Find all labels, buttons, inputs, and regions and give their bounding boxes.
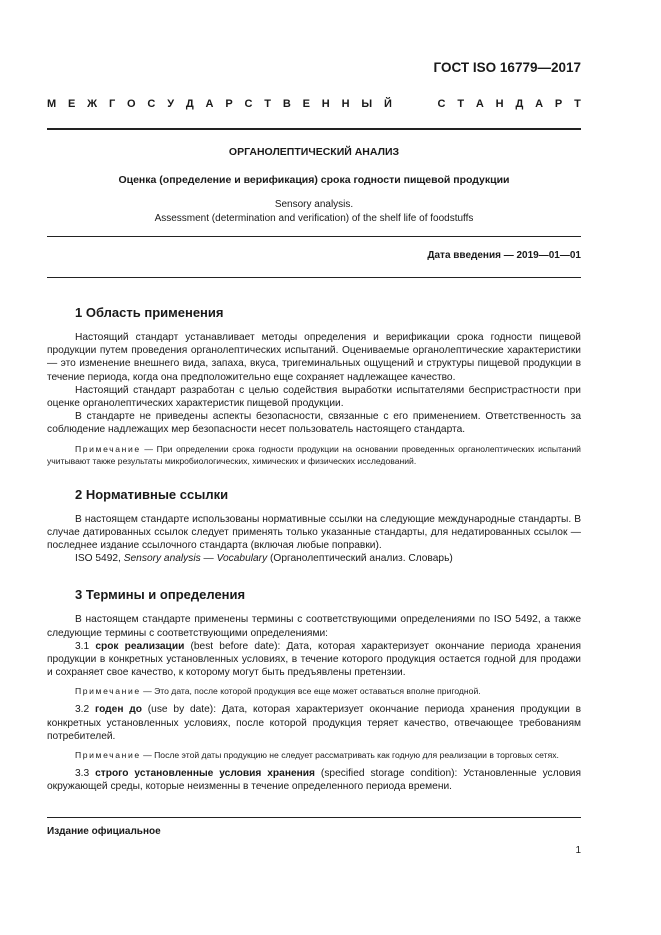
banner-letter: А — [475, 98, 484, 110]
term-definition — [47, 640, 581, 680]
term: годен до — [94, 704, 142, 716]
section-heading: 1 Область применения — [75, 305, 224, 320]
paragraph: Настоящий стандарт разработан с целью содействия выработки испытателями беспристрастности при оценке органолептических характеристик пищевой продукции. — [47, 384, 581, 410]
banner-letter: Е — [302, 98, 310, 110]
official-edition-label: Издание официальное — [47, 826, 161, 837]
paragraph: В настоящем стандарте использованы нормативные ссылки на следующие международные стандарты. В случае датированных ссылок следует применять только указанные стандарты, для недатированных ссылок — последнее издание ссылочного стандарта (включая любые поправки). — [47, 513, 581, 552]
banner-letter: С — [147, 98, 156, 110]
banner-letter: О — [127, 98, 136, 110]
banner-letter: Ж — [87, 98, 98, 110]
note — [47, 685, 581, 697]
banner-letter: А — [535, 98, 544, 110]
note-text: — При определении срока годности продукции на основании проведенных органолептических испытаний учитывают также результаты микробиологических, химических и физических исследований. — [47, 443, 581, 466]
banner-letter: Т — [264, 98, 272, 110]
paragraph: В настоящем стандарте применены термины с соответствующими определениями по ISO 5492, а также следующие термины с соответствующими определениями: — [47, 614, 581, 639]
note-label: Примечание — [75, 443, 141, 454]
document-title: ОРГАНОЛЕПТИЧЕСКИЙ АНАЛИЗ — [228, 146, 400, 158]
banner-letter: Т — [574, 98, 581, 110]
reference-translation: (Органолептический анализ. Словарь) — [267, 553, 453, 565]
banner-letter: Ы — [361, 98, 373, 110]
banner-letter: В — [282, 98, 291, 110]
footer-divider — [47, 817, 581, 818]
term-definition — [47, 767, 581, 793]
document-subtitle: Оценка (определение и верификация) срока годности пищевой продукции — [118, 174, 510, 186]
term-number: 3.3 — [75, 768, 96, 780]
paragraph: В стандарте не приведены аспекты безопасности, связанные с его применением. Ответственность за соблюдение надлежащих мер безопасности несет пользователь настоящего стандарта. — [47, 411, 581, 436]
note-text: — Это дата, после которой продукция все еще может оставаться вполне пригодной. — [140, 686, 481, 697]
term-number: 3.2 — [75, 704, 95, 716]
term-definition — [47, 703, 581, 743]
english-title-line: Assessment (determination and verification) of the shelf life of foodstuffs — [154, 213, 474, 224]
english-title — [47, 198, 581, 226]
banner-letter: С — [437, 98, 446, 110]
banner-letter: Р — [554, 98, 563, 110]
section-heading: 3 Термины и определения — [75, 587, 246, 603]
divider-thick — [47, 128, 581, 130]
term: строго установленные условия хранения — [95, 768, 316, 780]
standard-number: ГОСТ ISO 16779—2017 — [433, 60, 581, 75]
note-label: Примечание — [75, 750, 141, 761]
note — [47, 749, 581, 761]
introduction-date: Дата введения — 2019—01—01 — [427, 250, 581, 261]
term: срок реализации — [95, 640, 185, 652]
banner-letter: Д — [515, 98, 524, 110]
page-number: 1 — [575, 845, 581, 856]
banner-letter: Е — [68, 98, 76, 110]
banner-letter: Н — [495, 98, 504, 110]
note-label: Примечание — [75, 686, 141, 697]
divider — [47, 277, 581, 278]
section-heading: 2 Нормативные ссылки — [75, 486, 229, 502]
banner-letter: Н — [341, 98, 350, 110]
banner-letter: Н — [321, 98, 330, 110]
definition-text: (specified storage condition): Установленные условия окружающей среды, которые неизменны в течение определенного периода времени. — [47, 768, 581, 793]
divider — [47, 236, 581, 237]
banner-letter: С — [244, 98, 253, 110]
reference-code: ISO 5492, — [75, 553, 124, 565]
banner-letter: М — [47, 98, 57, 110]
banner-letter: Т — [457, 98, 465, 110]
banner-letter: Й — [383, 98, 392, 110]
reference-title: Sensory analysis — Vocabulary — [123, 553, 268, 565]
banner-gap — [404, 98, 426, 110]
banner-letter: Г — [108, 98, 116, 110]
banner-letter: А — [205, 98, 214, 110]
english-title-line: Sensory analysis. — [274, 199, 354, 210]
definition-text: (use by date): Дата, которая характеризует окончание периода хранения продукции в конкретных установленных условиях, после которой продукция теряет качество, отвечающее требованиям потребителей. — [47, 704, 581, 742]
interstate-standard-banner — [47, 98, 581, 110]
paragraph: Настоящий стандарт устанавливает методы определения и верификации срока годности пищевой продукции путем проведения органолептических испытаний. Оцениваемые органолептические характеристики — это изменение внешнего вида, запаха, вкуса, тригеминальных ощущений и структуры пищевой продукции в течение периода, когда она предположительно еще сохраняет надлежащее качество. — [47, 332, 581, 383]
note — [47, 443, 581, 467]
term-number: 3.1 — [75, 640, 96, 652]
banner-letter: Д — [185, 98, 194, 110]
definition-text: (best before date): Дата, которая характеризует окончание периода хранения продукции в конкретных установленных условиях, в течение которого продукция остается годной для продажи и сохраняет свое качество, к которому могут быть предъявлены претензии. — [47, 640, 581, 679]
document-body — [47, 305, 581, 793]
banner-letter: Р — [225, 98, 233, 110]
reference-entry — [47, 552, 581, 565]
banner-letter: У — [167, 98, 175, 110]
note-text: — После этой даты продукцию не следует рассматривать как годную для реализации в торговых сетях. — [140, 750, 559, 761]
